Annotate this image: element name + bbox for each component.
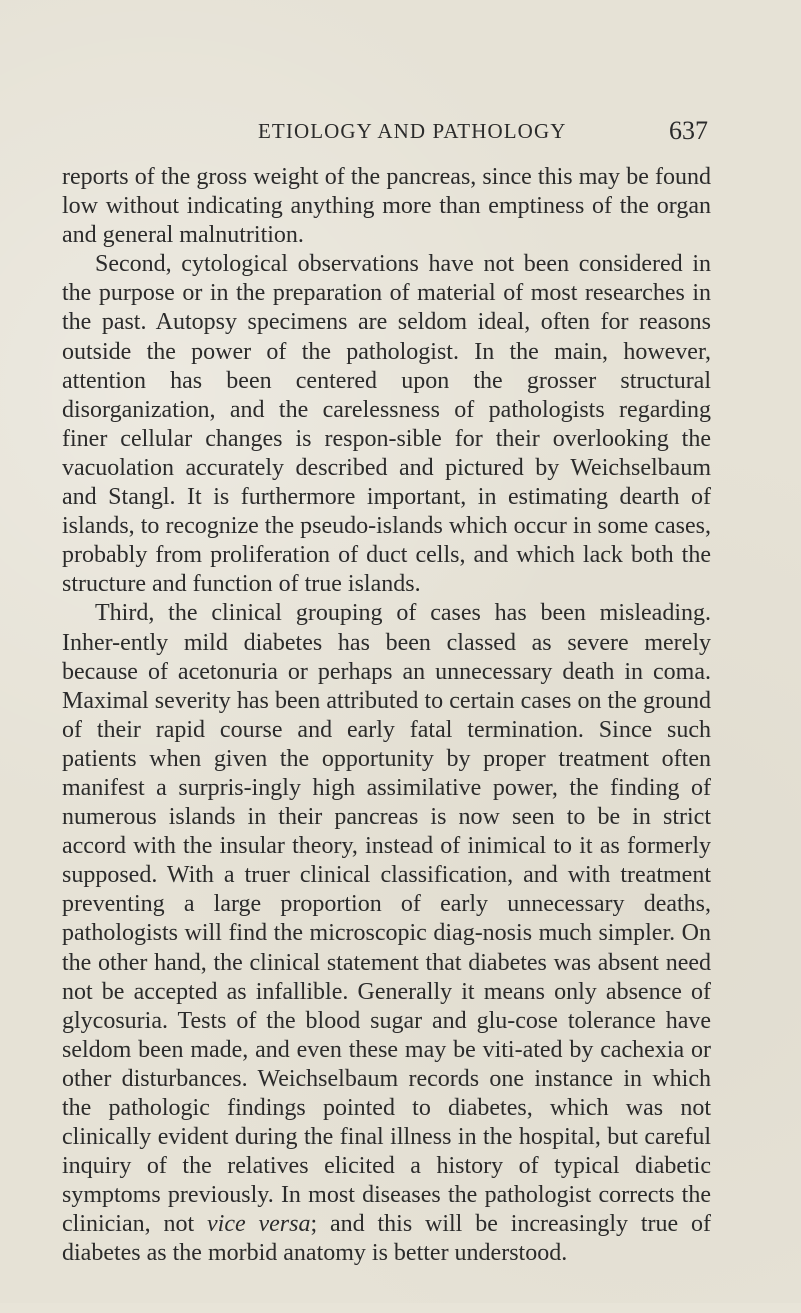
paragraph-1: reports of the gross weight of the pancreas, since this may be found low without indicating anything more than emptiness of the organ and general malnutrition. bbox=[62, 164, 711, 249]
running-head: ETIOLOGY AND PATHOLOGY bbox=[258, 119, 567, 143]
paragraph-3-text-after: ; and this will be increasingly true of diabetes as the morbid anatomy is better understood. bbox=[62, 1211, 712, 1267]
page-number: 637 bbox=[669, 116, 708, 145]
paragraph-3-italic-text: vice versa bbox=[207, 1211, 311, 1238]
paragraph-3 bbox=[62, 599, 711, 1268]
paragraph-3-text-before: Third, the clinical grouping of cases has been misleading. Inher-ently mild diabetes has been classed as severe merely because of acetonuria or perhaps an unnecessary death in coma. Maximal severity has been attributed to certain cases on the ground of their rapid course and early fatal termination. Since such patients when given the opportunity by proper treatment often manifest a surpris-ingly high assimilative power, the finding of numerous islands in their pancreas is now seen to be in strict accord with the insular theory, instead of inimical to it as formerly supposed. With a truer clinical classification, and with treatment preventing a large proportion of early unnecessary deaths, pathologists will find the microscopic diag-nosis much simpler. On the other hand, the clinical statement that diabetes was absent need not be accepted as infallible. Generally it means only absence of glycosuria. Tests of the blood sugar and glu-cose tolerance have seldom been made, and even these may be viti-ated by cachexia or other disturbances. Weichselbaum records one instance in which the pathologic findings pointed to diabetes, which was not clinically evident during the final illness in the hospital, but careful inquiry of the relatives elicited a history of typical diabetic symptoms previously. In most diseases the pathologist corrects the clinician, not bbox=[62, 600, 711, 1238]
page-header bbox=[258, 114, 708, 144]
page-body bbox=[62, 163, 711, 1313]
paragraph-2: Second, cytological observations have not been considered in the purpose or in the preparation of material of most researches in the past. Autopsy specimens are seldom ideal, often for reasons outside the power of the pathologist. In the main, however, attention has been centered upon the grosser structural disorganization, and the carelessness of pathologists regarding finer cellular changes is respon-sible for their overlooking the vacuolation accurately described and pictured by Weichselbaum and Stangl. It is furthermore important, in estimating dearth of islands, to recognize the pseudo-islands which occur in some cases, probably from proliferation of duct cells, and which lack both the structure and function of true islands. bbox=[62, 251, 711, 598]
